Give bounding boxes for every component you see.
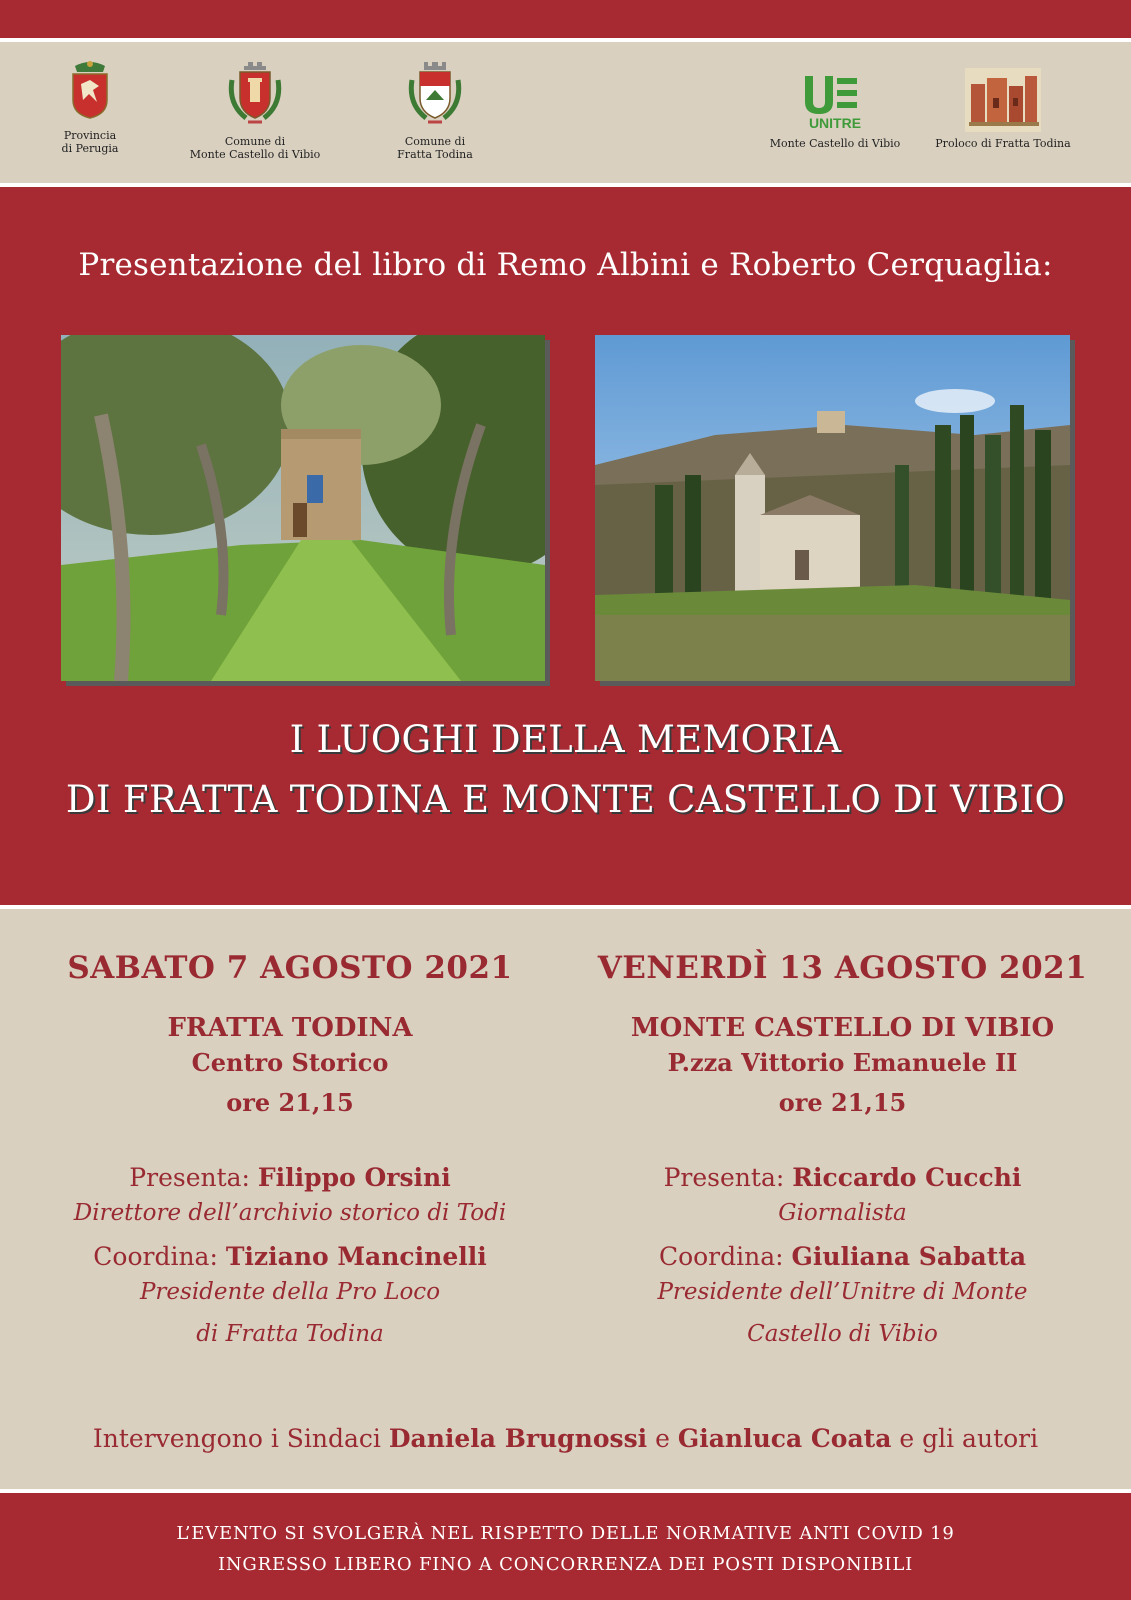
olive-grove-tower-photo — [61, 335, 545, 681]
book-presentation-subtitle: Presentazione del libro di Remo Albini e Roberto Cerquaglia: — [78, 247, 1053, 283]
presenter-role: Giornalista — [778, 1200, 907, 1226]
coordinator-role-line-1: Presidente della Pro Loco — [139, 1279, 441, 1305]
coordinator-label: Coordina: — [658, 1242, 784, 1271]
event-place: MONTE CASTELLO DI VIBIO — [630, 1013, 1055, 1043]
event-location: Centro Storico — [191, 1048, 389, 1077]
main-banner — [0, 187, 1131, 905]
logo-caption: Monte Castello di Vibio — [769, 137, 901, 150]
presenter-line — [590, 1163, 1095, 1192]
fratta-todina-crest-icon — [408, 60, 462, 126]
svg-text:UNITRE: UNITRE — [808, 115, 862, 131]
church-hillside-photo — [595, 335, 1070, 681]
logo-caption: Provincia di Perugia — [61, 129, 119, 155]
coordinator-label: Coordina: — [93, 1242, 218, 1271]
presenter-line — [40, 1163, 540, 1192]
presenter-name: Filippo Orsini — [257, 1163, 451, 1192]
mayors-suffix: e gli autori — [899, 1424, 1039, 1453]
coordinator-role-line-1: Presidente dell’Unitre di Monte — [657, 1279, 1028, 1305]
logo-unitre — [760, 72, 910, 150]
provincia-perugia-crest-icon — [67, 60, 113, 120]
logo-provincia-perugia — [50, 60, 130, 155]
presenter-name: Riccardo Cucchi — [792, 1163, 1022, 1192]
covid-notice: L’EVENTO SI SVOLGERÀ NEL RISPETTO DELLE NORMATIVE ANTI COVID 19 — [176, 1523, 955, 1544]
presenter-role: Direttore dell’archivio storico di Todi — [73, 1200, 507, 1226]
logo-caption: Comune di Fratta Todina — [397, 135, 473, 161]
presenter-label: Presenta: — [663, 1163, 785, 1192]
coordinator-line — [40, 1242, 540, 1271]
free-entry-notice: INGRESSO LIBERO FINO A CONCORRENZA DEI POSTI DISPONIBILI — [217, 1554, 914, 1575]
event-column-fratta — [40, 950, 540, 1355]
coordinator-role-line-2: di Fratta Todina — [196, 1321, 384, 1347]
event-time: ore 21,15 — [778, 1088, 907, 1117]
logo-fratta-todina — [385, 60, 485, 161]
mayors-line — [0, 1424, 1131, 1453]
logo-caption: Comune di Monte Castello di Vibio — [189, 135, 321, 161]
book-title-line-2: DI FRATTA TODINA E MONTE CASTELLO DI VIBIO — [65, 778, 1066, 821]
book-title-line-1: I LUOGHI DELLA MEMORIA — [289, 718, 842, 761]
event-time: ore 21,15 — [226, 1088, 354, 1117]
proloco-castle-logo-icon — [965, 68, 1041, 132]
event-date: SABATO 7 AGOSTO 2021 — [67, 950, 513, 986]
logo-caption: Proloco di Fratta Todina — [935, 137, 1071, 150]
footer-band — [0, 1493, 1131, 1600]
logo-proloco — [928, 68, 1078, 150]
mayor-name-1: Daniela Brugnossi — [388, 1424, 648, 1453]
mayors-conjunction: e — [655, 1424, 670, 1453]
mayors-prefix: Intervengono i Sindaci — [92, 1424, 381, 1453]
coordinator-role-line-2: Castello di Vibio — [747, 1321, 938, 1347]
event-column-monte-castello — [590, 950, 1095, 1355]
logo-monte-castello — [180, 60, 330, 161]
divider-line — [0, 905, 1131, 909]
monte-castello-crest-icon — [228, 60, 282, 126]
unitre-logo-icon — [795, 72, 875, 132]
mayor-name-2: Gianluca Coata — [677, 1424, 892, 1453]
sponsor-logos — [0, 42, 1131, 183]
coordinator-line — [590, 1242, 1095, 1271]
event-date: VENERDÌ 13 AGOSTO 2021 — [597, 950, 1088, 986]
event-place: FRATTA TODINA — [167, 1013, 413, 1043]
coordinator-name: Tiziano Mancinelli — [225, 1242, 487, 1271]
event-location: P.zza Vittorio Emanuele II — [667, 1048, 1018, 1077]
presenter-label: Presenta: — [129, 1163, 250, 1192]
coordinator-name: Giuliana Sabatta — [791, 1242, 1027, 1271]
top-red-band — [0, 0, 1131, 38]
